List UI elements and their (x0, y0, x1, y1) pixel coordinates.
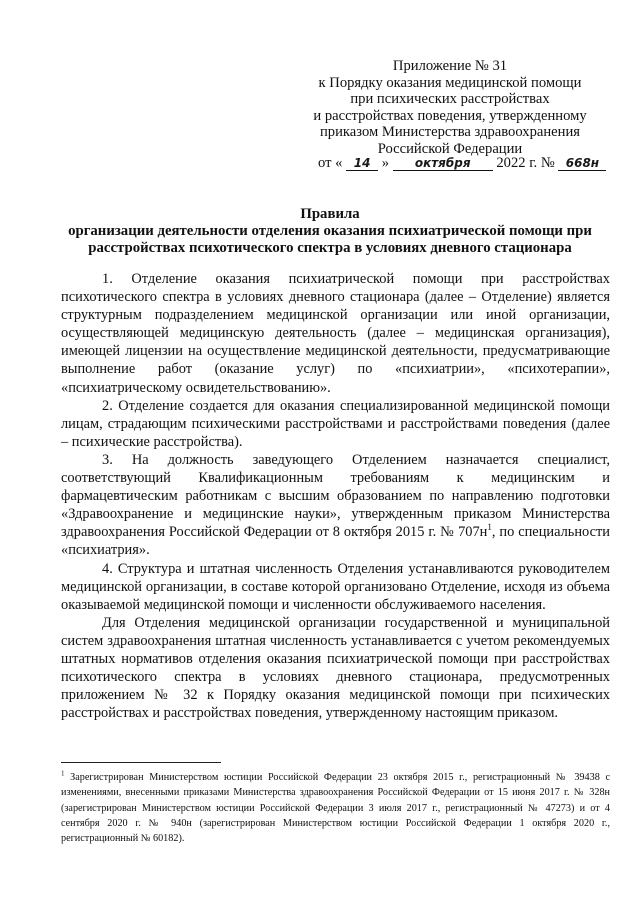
appendix-ref-line: приказом Министерства здравоохранения (320, 124, 580, 141)
paragraph-1: 1. Отделение оказания психиатрической помощи при расстройствах психотического спектра в условиях дневного стационара (далее – Отделение) является структурным подразделением медицинской организации или иной организации, осуществляющей медицинскую деятельность (далее – медицинская организация), имеющей лицензии на осуществление медицинской деятельности, предусматривающие выполнение работ (оказание услуг) по «психиатрии», «психотерапии», «психиатрическому освидетельствованию». (61, 271, 610, 396)
appendix-header (300, 58, 600, 158)
footnote-divider (61, 762, 221, 763)
paragraph-3-tail: , по специальности «психиатрия». (61, 524, 610, 559)
appendix-ref-line: при психических расстройствах (350, 91, 550, 108)
document-title (50, 206, 610, 257)
appendix-ref-line: Российской Федерации (377, 140, 523, 157)
footnote-reference: 1 (487, 522, 492, 533)
appendix-ref-line: к Порядку оказания медицинской помощи (318, 74, 582, 91)
date-mid: » (381, 155, 390, 171)
footnote-mark: 1 (61, 769, 65, 778)
title-heading: Правила (300, 206, 360, 222)
title-subtitle-line: организации деятельности отделения оказания психиатрической помощи при (68, 223, 592, 239)
order-date-line (318, 155, 608, 172)
paragraph-5: Для Отделения медицинской организации государственной и муниципальной систем здравоохранения штатная численность устанавливается с учетом рекомендуемых штатных нормативов отделения оказания психиатрической помощи при расстройствах психотического спектра в условиях дневного стационара, предусмотренных приложением № 32 к Порядку оказания медицинской помощи при психических расстройствах и расстройствах поведения, утвержденному настоящим приказом. (61, 614, 610, 722)
document-body (61, 270, 610, 722)
paragraph-3 (61, 451, 610, 560)
year-text: 2022 г. № (496, 155, 555, 171)
handwritten-month: октября (393, 156, 493, 171)
handwritten-day: 14 (346, 156, 378, 171)
appendix-number: Приложение № 31 (392, 58, 508, 74)
footnote-text: Зарегистрирован Министерством юстиции Российской Федерации 23 октября 2015 г., регистрационный № 39438 с изменениями, внесенными приказами Министерства здравоохранения Российской Федерации от 15 июня 2017 г. № 328н (зарегистрирован Министерством юстиции Российской Федерации 3 июля 2017 г., регистрационный № 47273) и от 4 сентября 2020 г. № 940н (зарегистрирован Министерством юстиции Российской Федерации 1 октября 2020 г., регистрационный № 60182). (61, 772, 610, 845)
paragraph-2: 2. Отделение создается для оказания специализированной медицинской помощи лицам, страдающим психическими расстройствами и расстройствами поведения (далее – психические расстройства). (61, 397, 610, 450)
title-subtitle-line: расстройствах психотического спектра в условиях дневного стационара (88, 240, 572, 256)
paragraph-4: 4. Структура и штатная численность Отделения устанавливаются руководителем медицинской организации, в составе которой организовано Отделение, исходя из объема оказываемой медицинской помощи и численности обслуживаемого населения. (61, 560, 610, 613)
handwritten-order-number: 668н (558, 156, 606, 171)
paragraph-3-text: 3. На должность заведующего Отделением назначается специалист, соответствующий Квалификационным требованиям к медицинским и фармацевтическим работникам с высшим образованием по направлению подготовки «Здравоохранение и медицинские науки», утвержденным приказом Министерства здравоохранения Российской Федерации от 8 октября 2015 г. № 707н (61, 451, 610, 541)
date-prefix: от « (318, 155, 343, 171)
appendix-ref-line: и расстройствах поведения, утвержденному (313, 107, 587, 124)
footnote (61, 770, 610, 846)
